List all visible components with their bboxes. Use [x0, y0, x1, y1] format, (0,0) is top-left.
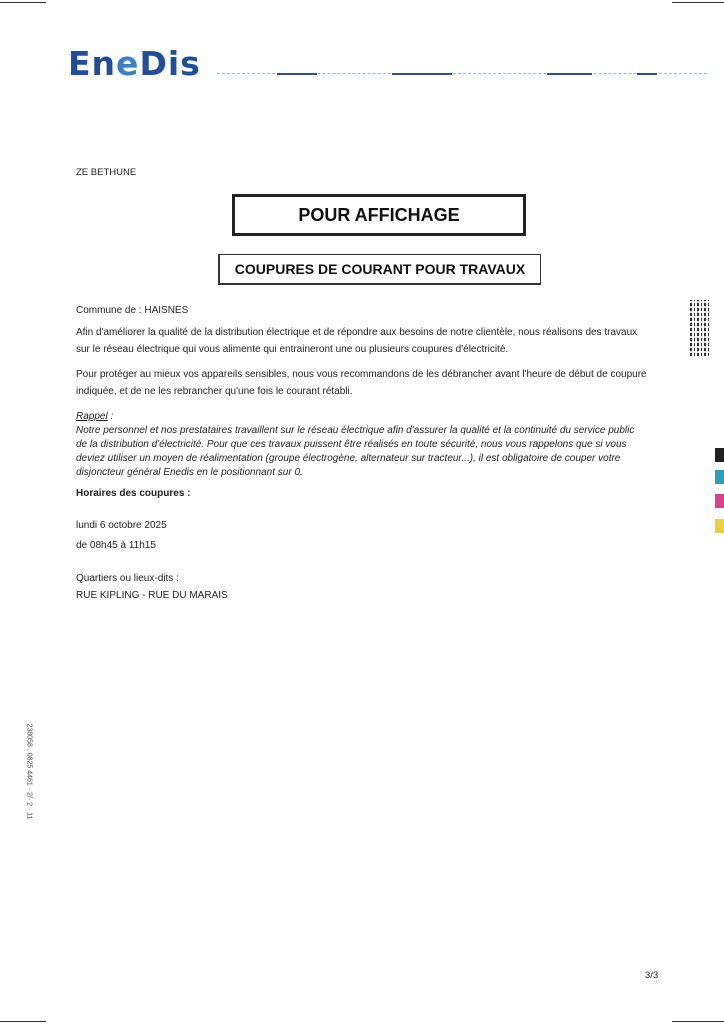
advice-line-2: indiquée, et de ne les rebrancher qu'une fois le courant rétabli. — [76, 386, 353, 397]
outage-date: lundi 6 octobre 2025 — [76, 520, 167, 531]
side-reference-code: 238058 . 0825 4461 · 2/· 2 · 11 — [25, 723, 33, 820]
rappel-label: Rappel — [76, 411, 108, 422]
crop-mark-bottom-right — [672, 1021, 724, 1022]
logo-text-part2: e — [116, 44, 140, 83]
outage-hours: de 08h45 à 11h15 — [76, 540, 156, 551]
horaires-heading: Horaires des coupures : — [76, 488, 191, 499]
rappel-line: Notre personnel et nos prestataires travaillent sur le réseau électrique afin d'assurer la qualité et la continuité du service public — [76, 425, 635, 436]
title-box: POUR AFFICHAGE — [232, 194, 526, 236]
rappel-line: de la distribution d'électricité. Pour que ces travaux puissent être réalisés en toute sécurité, nous vous rappelons que si vous — [76, 439, 627, 450]
color-swatch-yellow — [715, 519, 724, 533]
subtitle-box: COUPURES DE COURANT POUR TRAVAUX — [218, 254, 541, 285]
page-number: 3/3 — [645, 970, 659, 981]
intro-line-1: Afin d'améliorer la qualité de la distribution électrique et de répondre aux besoins de notre clientèle, nous réalisons des travaux — [76, 327, 638, 338]
crop-mark-top-right — [672, 2, 724, 3]
advice-paragraph — [76, 366, 666, 400]
color-swatch-magenta — [715, 494, 724, 508]
rappel-block — [76, 410, 666, 480]
color-swatch-cyan — [715, 470, 724, 484]
color-swatch-black — [715, 448, 724, 462]
rappel-colon: : — [107, 411, 114, 422]
header-rule — [217, 73, 707, 74]
locations-block — [76, 570, 666, 604]
logo-text-part3: Dis — [139, 44, 201, 83]
rappel-line: disjoncteur général Enedis en le positionnant sur 0. — [76, 467, 303, 478]
quartiers-value: RUE KIPLING - RUE DU MARAIS — [76, 590, 228, 601]
rappel-line: deviez utiliser un moyen de réalimentation (groupe électrogène, alternateur sur tracteur...), il est obligatoire de couper votre — [76, 453, 621, 464]
intro-line-2: sur le réseau électrique qui vous alimente qui entraineront une ou plusieurs coupures d'électricité. — [76, 344, 509, 355]
logo-text-part1: En — [68, 44, 117, 83]
advice-line-1: Pour protéger au mieux vos appareils sensibles, nous vous recommandons de les débrancher avant l'heure de début de coupure — [76, 369, 647, 380]
commune-line: Commune de : HAISNES — [76, 305, 189, 316]
agency-name: ZE BETHUNE — [76, 167, 137, 178]
datamatrix-code — [690, 300, 710, 356]
crop-mark-bottom-left — [0, 1021, 46, 1022]
quartiers-label: Quartiers ou lieux-dits : — [76, 573, 179, 584]
outage-schedule — [76, 517, 666, 554]
intro-paragraph — [76, 324, 666, 358]
crop-mark-top-left — [0, 2, 46, 3]
enedis-logo — [68, 44, 201, 83]
